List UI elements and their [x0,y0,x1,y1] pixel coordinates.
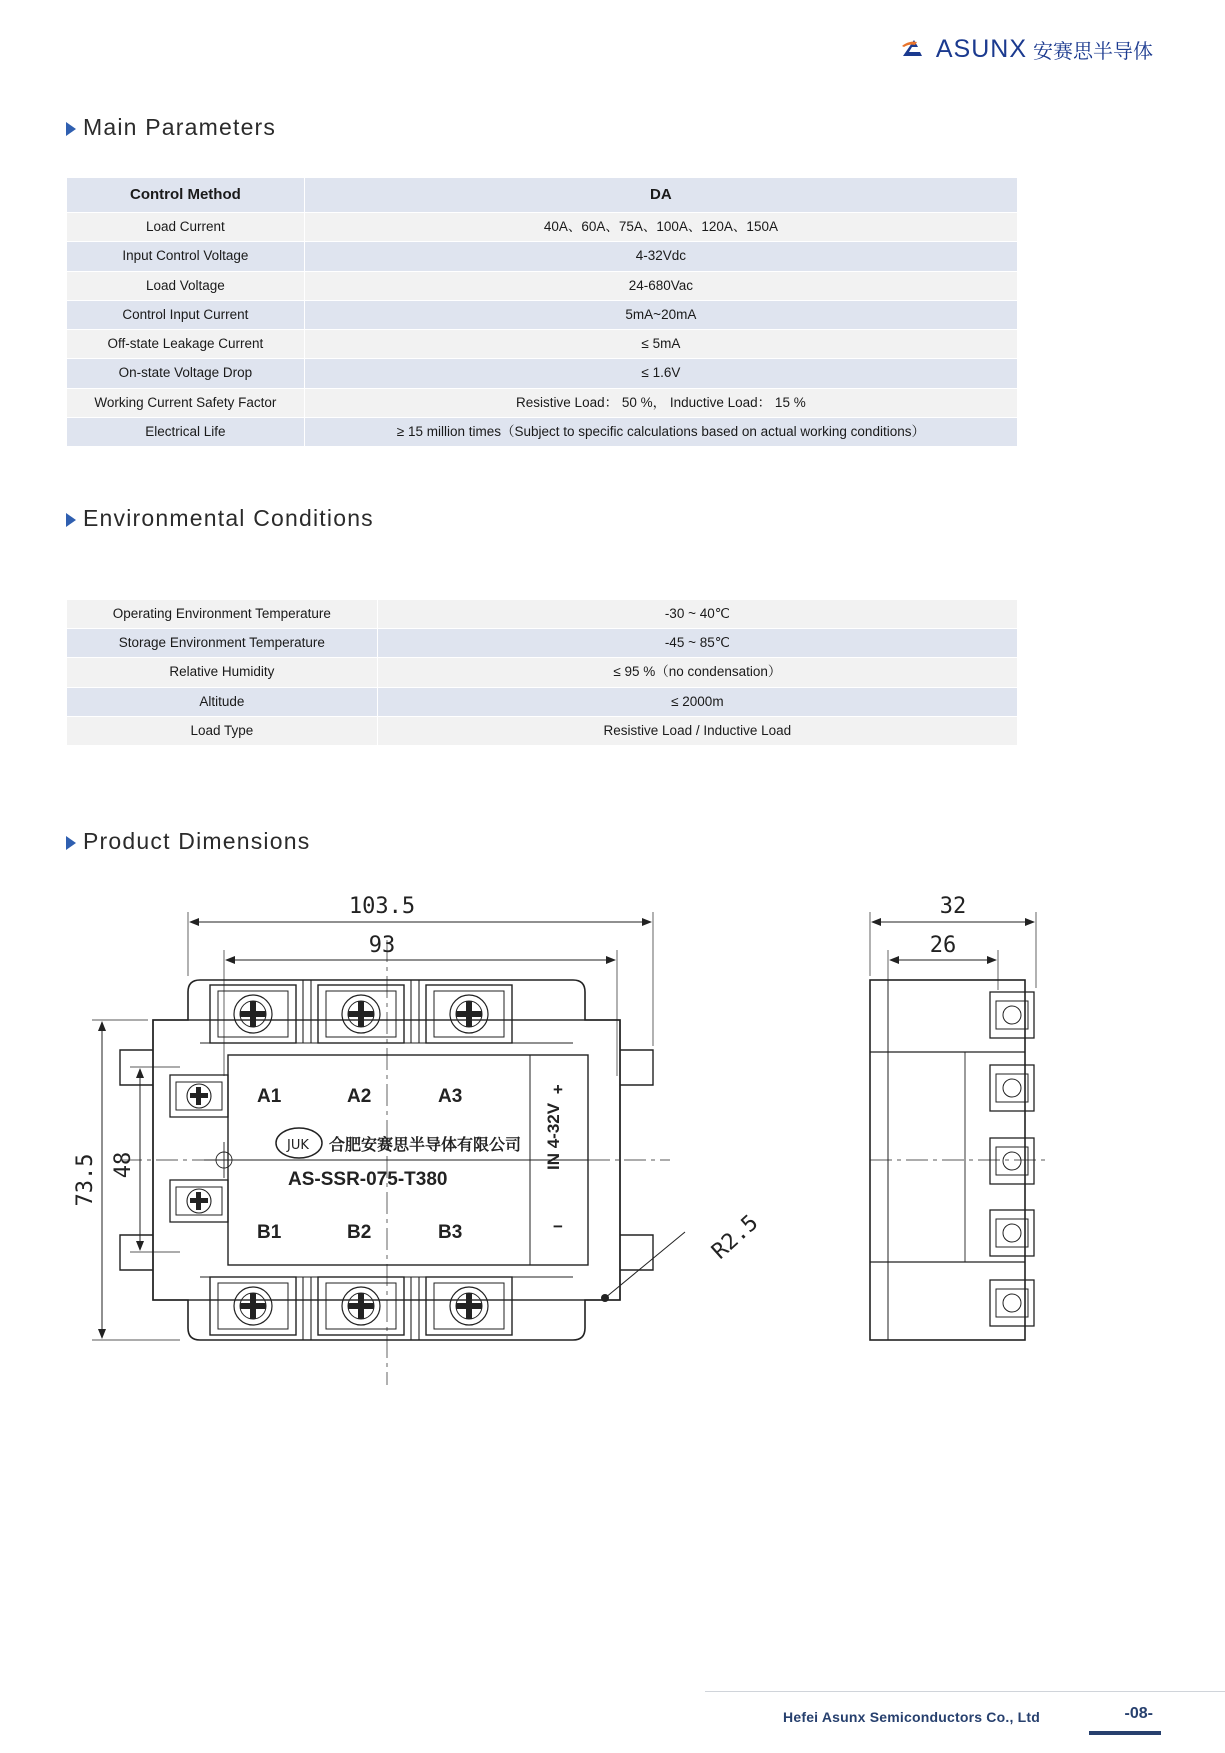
table-label-cell: Electrical Life [67,417,305,446]
table-value-cell: ≤ 2000m [377,687,1017,716]
dim-overall-height: 73.5 [73,1153,98,1207]
table-label-cell: Control Input Current [67,300,305,329]
table-row [67,330,1018,359]
section-label: Main Parameters [83,114,277,140]
table-value-cell: ≤ 5mA [304,330,1017,359]
label-input-plus: + [553,1080,563,1099]
brand-name: ASUNX [935,34,1027,63]
dim-overall-length: 103.5 [348,894,416,919]
table-label-cell: Storage Environment Temperature [67,629,378,658]
table-row [67,178,1018,213]
terminal-label-a2: A2 [347,1086,372,1107]
footer-company: Hefei Asunx Semiconductors Co., Ltd [783,1709,1040,1725]
table-row [67,600,1018,629]
table-label-cell: Working Current Safety Factor [67,388,305,417]
dim-side-width: 32 [939,894,967,919]
table-header-cell: DA [304,178,1017,213]
dim-hole-height: 48 [111,1151,136,1179]
table-row [67,359,1018,388]
table-label-cell: Load Type [67,716,378,745]
table-label-cell: Input Control Voltage [67,242,305,271]
svg-text:JUK: JUK [287,1138,309,1153]
table-row [67,687,1018,716]
table-row [67,213,1018,242]
table-label-cell: Off-state Leakage Current [67,330,305,359]
main-parameters-table [66,177,1018,447]
dim-side-inner: 26 [929,933,957,958]
table-label-cell: Load Voltage [67,271,305,300]
table-value-cell: 24-680Vac [304,271,1017,300]
table-value-cell: ≤ 95 %（no condensation） [377,658,1017,687]
label-input-voltage: IN 4-32V [544,1102,563,1170]
table-value-cell: ≤ 1.6V [304,359,1017,388]
product-dimension-drawing [60,880,1090,1440]
table-value-cell: -45 ~ 85℃ [377,629,1017,658]
table-value-cell: ≥ 15 million times（Subject to specific calculations based on actual working conditions） [304,417,1017,446]
table-value-cell: 40A、60A、75A、100A、120A、150A [304,213,1017,242]
table-row [67,271,1018,300]
table-value-cell: -30 ~ 40℃ [377,600,1017,629]
footer-accent-bar [1089,1731,1161,1735]
section-title-main-parameters [66,114,276,141]
table-value-cell: 4-32Vdc [304,242,1017,271]
table-row [67,242,1018,271]
table-row [67,300,1018,329]
table-label-cell: Load Current [67,213,305,242]
terminal-label-a3: A3 [438,1086,463,1107]
table-row [67,629,1018,658]
table-row [67,716,1018,745]
table-label-cell: Relative Humidity [67,658,378,687]
table-label-cell: Altitude [67,687,378,716]
footer-divider [705,1691,1225,1692]
juk-logo-icon [276,1128,322,1158]
triangle-bullet-icon [66,122,76,136]
table-label-cell: Operating Environment Temperature [67,600,378,629]
terminal-label-a1: A1 [257,1086,282,1107]
table-header-cell: Control Method [67,178,305,213]
label-company-cn: 合肥安赛思半导体有限公司 [329,1135,522,1154]
table-label-cell: On-state Voltage Drop [67,359,305,388]
section-title-product-dimensions [66,828,310,855]
footer-page-number: -08- [1124,1705,1153,1722]
terminal-label-b1: B1 [257,1222,282,1243]
dim-radius: R2.5 [707,1210,764,1265]
terminal-label-b2: B2 [347,1222,372,1243]
table-row [67,417,1018,446]
terminal-label-b3: B3 [438,1222,463,1243]
table-row [67,388,1018,417]
section-title-environmental-conditions [66,505,374,532]
section-label: Environmental Conditions [83,505,374,531]
label-model: AS-SSR-075-T380 [288,1169,448,1190]
table-value-cell: 5mA~20mA [304,300,1017,329]
triangle-bullet-icon [66,513,76,527]
table-value-cell: Resistive Load： 50 %， Inductive Load： 15 % [304,388,1017,417]
table-row [67,658,1018,687]
dim-hole-length: 93 [368,933,396,958]
environmental-conditions-table [66,599,1018,746]
triangle-bullet-icon [66,836,76,850]
table-value-cell: Resistive Load / Inductive Load [377,716,1017,745]
label-input-minus: − [553,1217,563,1236]
brand-name-cn: 安赛思半导体 [1033,38,1153,63]
asunx-logo-icon [900,34,930,64]
brand-logo [900,34,1153,64]
section-label: Product Dimensions [83,828,311,854]
page-footer [0,1691,1225,1753]
